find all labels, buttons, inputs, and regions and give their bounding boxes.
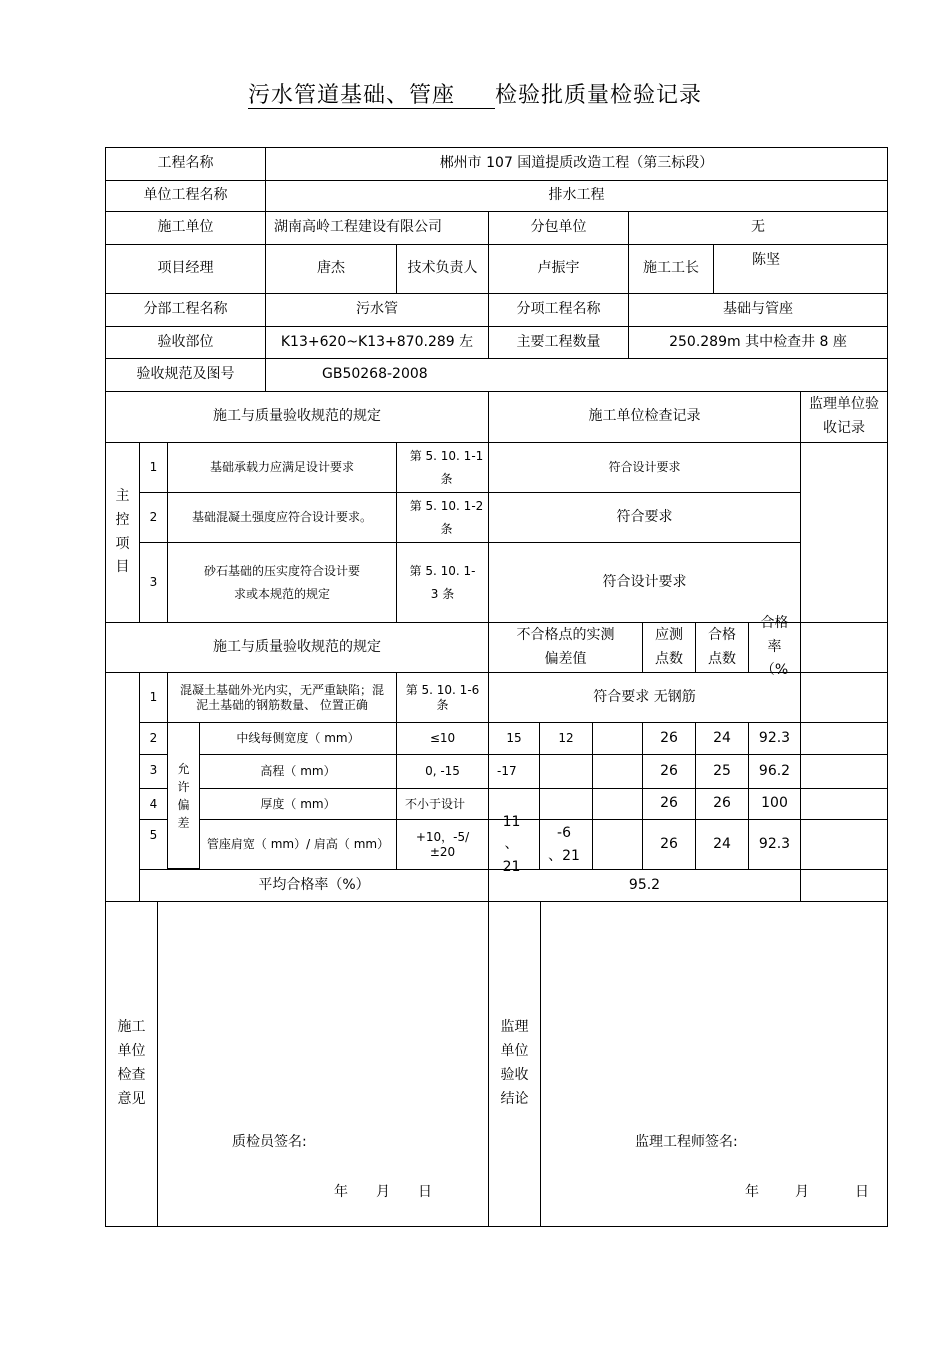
gen-row-req: 26 — [642, 819, 696, 870]
gen-row-rate: 92.3 — [748, 722, 801, 755]
gen-row-tol: 不小于设计 — [396, 788, 489, 820]
mc-item-no: 3 — [139, 542, 168, 623]
gen-row-dev2: 12 — [539, 722, 593, 755]
main-record-header: 施工单位检查记录 — [488, 391, 801, 443]
date-month: 月 — [376, 1184, 390, 1200]
gen-row-no: 3 — [139, 754, 168, 789]
gen-item-supervisor — [800, 672, 888, 723]
subitem: 基础与管座 — [628, 293, 888, 327]
mc-item-result: 符合设计要求 — [488, 442, 801, 493]
main-spec-header: 施工与质量验收规范的规定 — [105, 391, 489, 443]
tech-lead: 卢振宇 — [488, 244, 629, 294]
points-required-header: 应测点数 — [642, 622, 696, 673]
mc-item-desc: 基础混凝土强度应符合设计要求。 — [167, 492, 397, 543]
gen-row-supervisor — [800, 754, 888, 789]
contractor: 湖南高岭工程建设有限公司 — [265, 211, 489, 245]
pm: 唐杰 — [265, 244, 397, 294]
supervisor-general-header — [800, 622, 888, 673]
location: K13+620~K13+870.289 左 — [265, 326, 489, 359]
gen-row-no: 4 — [139, 788, 168, 820]
inspector-signature: 质检员签名: — [232, 1134, 307, 1150]
avg-pass-rate-value: 95.2 — [488, 869, 801, 902]
gen-row-dev1: 15 — [488, 722, 540, 755]
tech-lead-label: 技术负责人 — [396, 244, 489, 294]
subcontractor-label: 分包单位 — [488, 211, 629, 245]
gen-row-dev3 — [592, 819, 643, 870]
engineer-signature: 监理工程师签名: — [635, 1134, 738, 1150]
gen-row-desc: 厚度（ mm） — [199, 788, 397, 820]
date-year: 年 — [334, 1184, 348, 1200]
date-month: 月 — [795, 1184, 809, 1200]
allow-deviation-label: 允许偏差 — [167, 722, 200, 869]
gen-row-desc: 中线每侧宽度（ mm） — [199, 722, 397, 755]
date-year: 年 — [745, 1184, 759, 1200]
gen-row-supervisor — [800, 722, 888, 755]
gen-row-dev1: 11 、21 — [488, 819, 540, 870]
mc-item-no: 2 — [139, 492, 168, 543]
unit-project-label: 单位工程名称 — [105, 180, 266, 212]
gen-row-pass: 24 — [695, 819, 749, 870]
general-spec-header: 施工与质量验收规范的规定 — [105, 622, 489, 673]
gen-row-req: 26 — [642, 754, 696, 789]
gen-row-dev3 — [592, 788, 643, 820]
gen-item-result: 符合要求 无钢筋 — [488, 672, 801, 723]
page-title: 污水管道基础、管座 检验批质量检验记录 — [247, 83, 703, 108]
standard-label: 验收规范及图号 — [105, 358, 266, 392]
subcontractor: 无 — [628, 211, 888, 245]
gen-row-rate: 100 — [748, 788, 801, 820]
gen-row-rate: 92.3 — [748, 819, 801, 870]
supervisor-conclusion-label: 监理单位验收结论 — [488, 901, 541, 1227]
foreman-label: 施工工长 — [628, 244, 714, 294]
gen-row-req: 26 — [642, 722, 696, 755]
gen-row-dev2: -6 、21 — [539, 819, 593, 870]
gen-row-supervisor — [800, 819, 888, 870]
supervisor-conclusion-area — [540, 901, 888, 1227]
mc-item-desc: 砂石基础的压实度符合设计要求或本规范的规定 — [167, 542, 397, 623]
gen-item-clause: 第 5. 10. 1-6 条 — [396, 672, 489, 723]
supervisor-main-record — [800, 442, 888, 623]
mc-item-result: 符合要求 — [488, 492, 801, 543]
project-name-label: 工程名称 — [105, 147, 266, 181]
division: 污水管 — [265, 293, 489, 327]
standard: GB50268-2008 — [265, 358, 888, 392]
points-pass-header: 合格点数 — [695, 622, 749, 673]
project-name: 郴州市 107 国道提质改造工程（第三标段） — [265, 147, 888, 181]
pm-label: 项目经理 — [105, 244, 266, 294]
gen-row-desc: 高程（ mm） — [199, 754, 397, 789]
gen-row-pass: 25 — [695, 754, 749, 789]
quantity: 250.289m 其中检查井 8 座 — [628, 326, 888, 359]
gen-row-dev3 — [592, 722, 643, 755]
date-day: 日 — [855, 1184, 869, 1200]
contractor-opinion-area — [157, 901, 489, 1227]
main-control-label: 主控项目 — [105, 442, 140, 623]
contractor-label: 施工单位 — [105, 211, 266, 245]
gen-row-pass: 26 — [695, 788, 749, 820]
location-label: 验收部位 — [105, 326, 266, 359]
mc-item-clause: 第 5. 10. 1-1 条 — [396, 442, 489, 493]
general-side — [105, 672, 140, 902]
gen-row-desc: 管座肩宽（ mm）/ 肩高（ mm） — [199, 819, 397, 870]
gen-row-dev2 — [539, 788, 593, 820]
division-label: 分部工程名称 — [105, 293, 266, 327]
avg-pass-rate-label: 平均合格率（%） — [139, 869, 489, 902]
gen-row-tol: ≤10 — [396, 722, 489, 755]
contractor-opinion-label: 施工单位检查意见 — [105, 901, 158, 1227]
mc-item-no: 1 — [139, 442, 168, 493]
mc-item-result: 符合设计要求 — [488, 542, 801, 623]
foreman: 陈坚 — [713, 244, 888, 294]
gen-row-dev3 — [592, 754, 643, 789]
gen-row-rate: 96.2 — [748, 754, 801, 789]
gen-row-req: 26 — [642, 788, 696, 820]
mc-item-clause: 第 5. 10. 1-2 条 — [396, 492, 489, 543]
gen-item-no: 1 — [139, 672, 168, 723]
gen-row-dev1: -17 — [488, 754, 540, 789]
gen-row-tol: 0, -15 — [396, 754, 489, 789]
subitem-label: 分项工程名称 — [488, 293, 629, 327]
pass-rate-header: 合格率（% — [748, 622, 801, 673]
gen-item-desc: 混凝土基础外光内实，无严重缺陷；混泥土基础的钢筋数量、 位置正确 — [167, 672, 397, 723]
gen-row-pass: 24 — [695, 722, 749, 755]
gen-row-no: 5 — [139, 819, 168, 870]
deviation-header: 不合格点的实测偏差值 — [488, 622, 643, 673]
avg-supervisor — [800, 869, 888, 902]
unit-project: 排水工程 — [265, 180, 888, 212]
date-day: 日 — [418, 1184, 432, 1200]
mc-item-clause: 第 5. 10. 1-3 条 — [396, 542, 489, 623]
gen-row-supervisor — [800, 788, 888, 820]
quantity-label: 主要工程数量 — [488, 326, 629, 359]
gen-row-dev2 — [539, 754, 593, 789]
mc-item-desc: 基础承载力应满足设计要求 — [167, 442, 397, 493]
supervisor-header: 监理单位验收记录 — [800, 391, 888, 443]
gen-row-tol: +10，-5/ ±20 — [396, 819, 489, 870]
gen-row-no: 2 — [139, 722, 168, 755]
